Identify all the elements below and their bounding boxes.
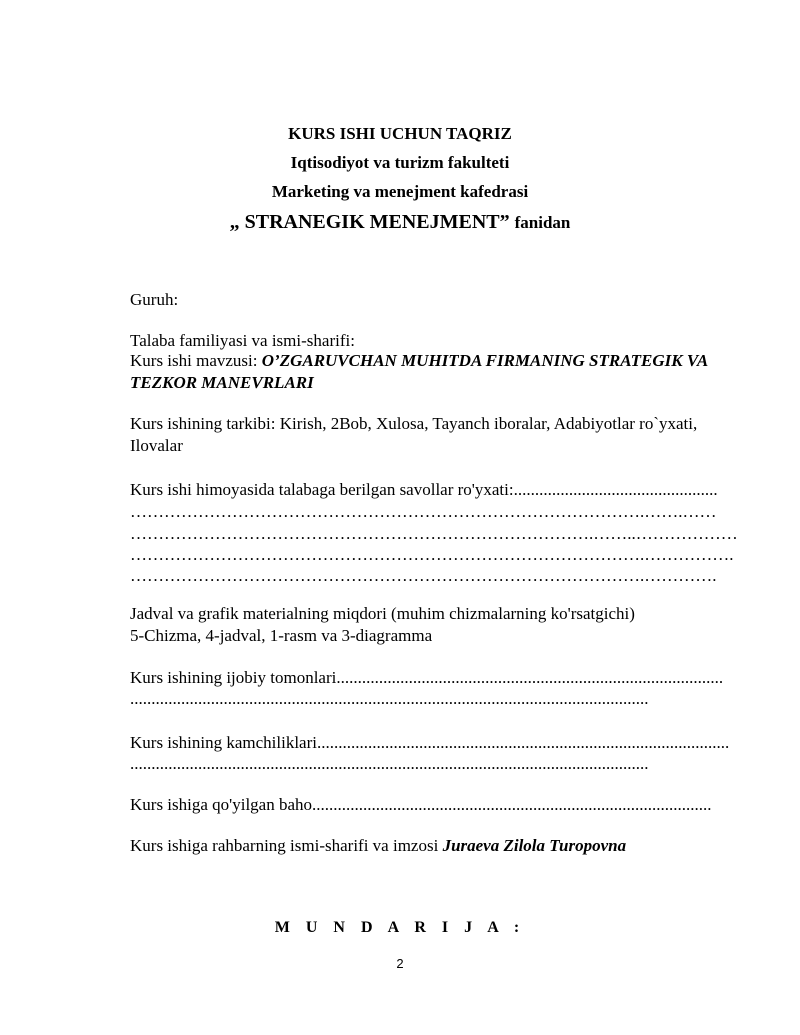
subject-name: „ STRANEGIK MENEJMENT” xyxy=(229,211,510,233)
structure-line: Kurs ishining tarkibi: Kirish, 2Bob, Xulosa, Tayanch iboralar, Adabiyotlar ro`yxati, xyxy=(130,414,698,433)
review-title: KURS ISHI UCHUN TAQRIZ xyxy=(288,124,512,143)
positive-blank: .......................................................................................................................... xyxy=(130,689,649,708)
positive-line xyxy=(130,668,762,688)
questions-blank-2: ……………………………………………………………………….……..……………… xyxy=(130,524,738,543)
questions-blank-3: ……………………………………………………………………………….……………. xyxy=(130,545,734,564)
grade-label: Kurs ishiga qo'yilgan baho xyxy=(130,795,313,814)
supervisor-line xyxy=(130,836,762,856)
subject-suffix: fanidan xyxy=(514,213,571,232)
materials-line: Jadval va grafik materialning miqdori (muhim chizmalarning ko'rsatgichi) xyxy=(130,604,635,623)
faculty-name: Iqtisodiyot va turizm fakulteti xyxy=(290,153,510,172)
page-number: 2 xyxy=(396,956,404,971)
topic-value-continued: TEZKOR MANEVRLARI xyxy=(130,373,314,392)
topic-label: Kurs ishi mavzusi: xyxy=(130,351,262,370)
structure-line-continued: Ilovalar xyxy=(130,436,183,455)
questions-line xyxy=(130,480,762,500)
questions-blank-1: ……………………………………………………………………………….…….…… xyxy=(130,502,717,521)
department-name: Marketing va menejment kafedrasi xyxy=(271,182,529,201)
group-label: Guruh: xyxy=(130,290,179,309)
topic-line xyxy=(130,351,762,371)
positive-dots: ........................................................................................... xyxy=(336,668,724,687)
contents-heading: M U N D A R I J A : xyxy=(274,919,526,936)
supervisor-label: Kurs ishiga rahbarning ismi-sharifi va imzosi xyxy=(130,836,443,855)
materials-value: 5-Chizma, 4-jadval, 1-rasm va 3-diagramma xyxy=(130,626,433,645)
questions-dots: ................................................ xyxy=(513,480,718,499)
shortcomings-dots: ................................................................................................. xyxy=(316,733,730,752)
topic-value: O’ZGARUVCHAN MUHITDA FIRMANING STRATEGIK VA xyxy=(261,351,709,370)
questions-label: Kurs ishi himoyasida talabaga berilgan savollar ro'yxati: xyxy=(130,480,514,499)
shortcomings-blank: .......................................................................................................................... xyxy=(130,754,649,773)
supervisor-name: Juraeva Zilola Turopovna xyxy=(442,836,627,855)
grade-dots: .............................................................................................. xyxy=(312,795,712,814)
subject-line xyxy=(0,211,800,234)
student-label: Talaba familiyasi va ismi-sharifi: xyxy=(130,331,355,350)
positive-label: Kurs ishining ijobiy tomonlari xyxy=(130,668,337,687)
shortcomings-line xyxy=(130,733,762,753)
questions-blank-4: ……………………………………………………………………………….…………. xyxy=(130,566,717,585)
shortcomings-label: Kurs ishining kamchiliklari xyxy=(130,733,317,752)
grade-line xyxy=(130,795,762,815)
